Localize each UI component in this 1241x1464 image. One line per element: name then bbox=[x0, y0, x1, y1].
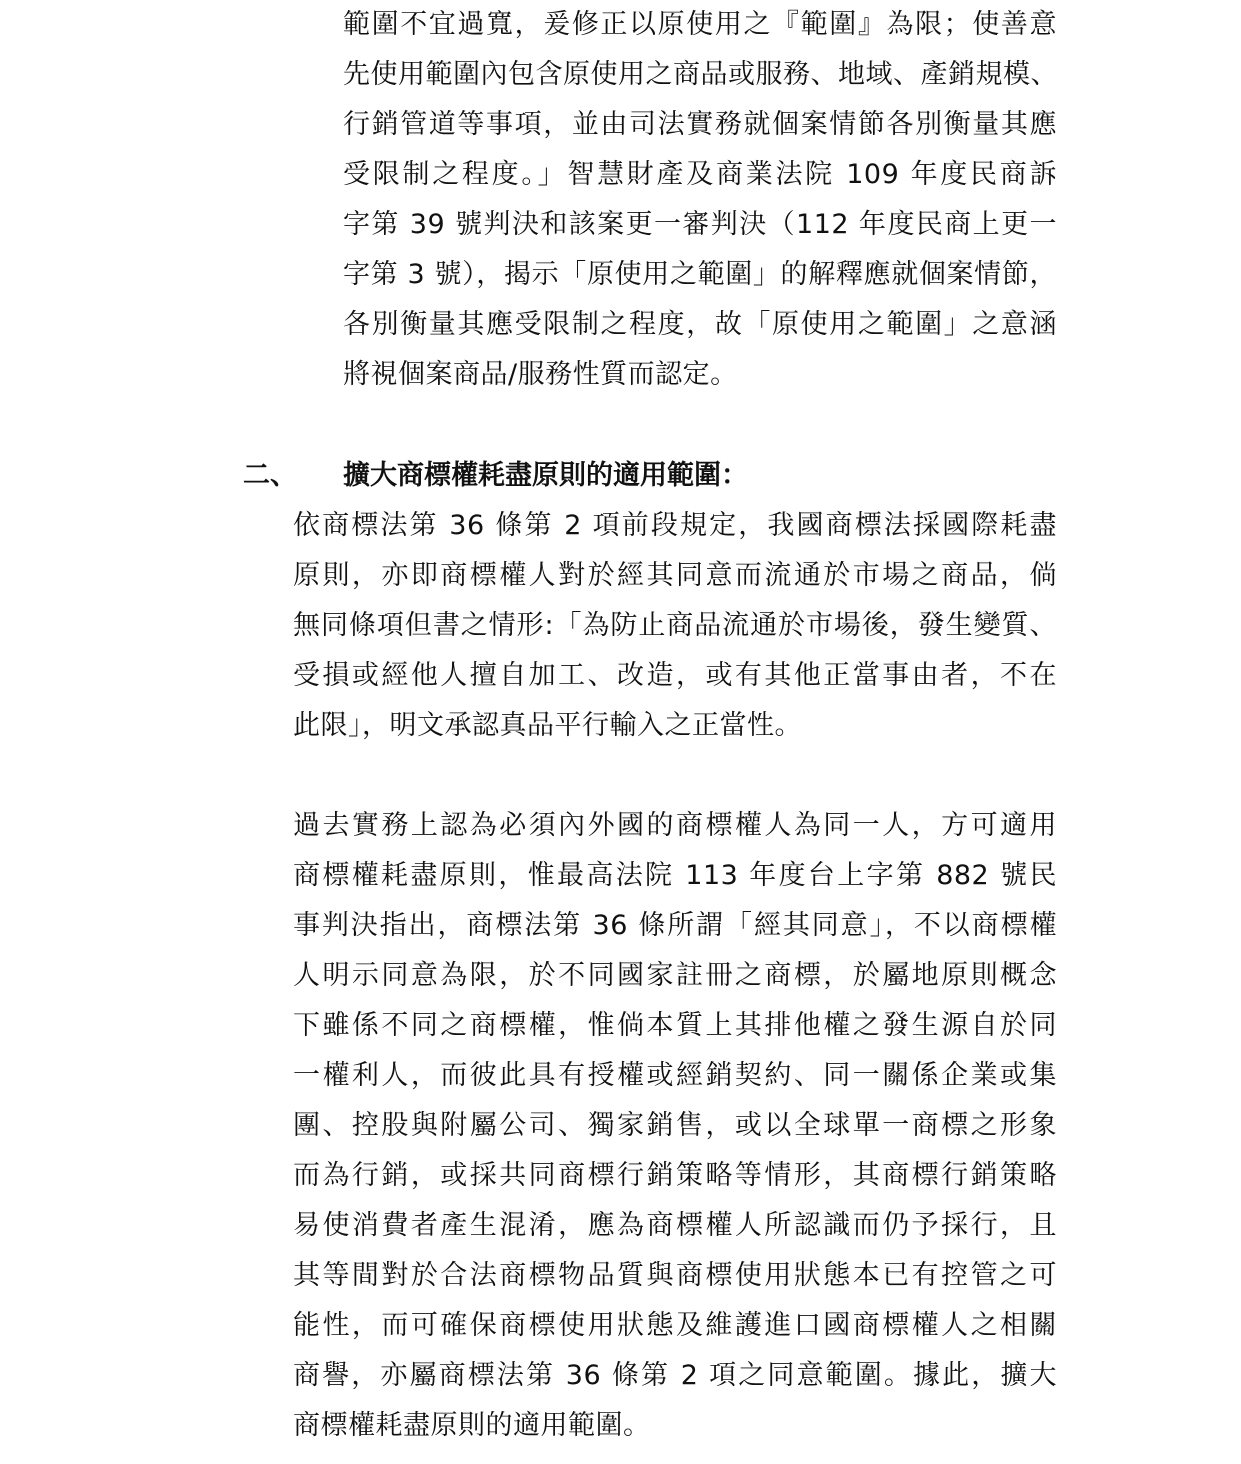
paragraph-line: 字第 39 號判決和該案更一審判決（112 年度民商上更一 bbox=[343, 209, 1057, 240]
paragraph-line: 原則，亦即商標權人對於經其同意而流通於市場之商品，倘 bbox=[293, 560, 1057, 591]
paragraph-line: 商譽，亦屬商標法第 36 條第 2 項之同意範圍。據此，擴大 bbox=[293, 1360, 1057, 1391]
section-title: 擴大商標權耗盡原則的適用範圍： bbox=[343, 460, 748, 491]
paragraph-line: 其等間對於合法商標物品質與商標使用狀態本已有控管之可 bbox=[293, 1260, 1057, 1291]
paragraph-line: 各別衡量其應受限制之程度，故「原使用之範圍」之意涵 bbox=[343, 309, 1057, 340]
paragraph-line: 商標權耗盡原則的適用範圍。 bbox=[293, 1410, 651, 1441]
paragraph-line: 一權利人，而彼此具有授權或經銷契約、同一關係企業或集 bbox=[293, 1060, 1057, 1091]
paragraph-line: 無同條項但書之情形:「為防止商品流通於市場後，發生變質、 bbox=[293, 610, 1057, 641]
paragraph-line: 受損或經他人擅自加工、改造，或有其他正當事由者，不在 bbox=[293, 660, 1057, 691]
paragraph-line: 字第 3 號），揭示「原使用之範圍」的解釋應就個案情節， bbox=[343, 259, 1057, 290]
paragraph-line: 行銷管道等事項，並由司法實務就個案情節各別衡量其應 bbox=[343, 109, 1057, 140]
paragraph-line: 能性，而可確保商標使用狀態及維護進口國商標權人之相關 bbox=[293, 1310, 1057, 1341]
paragraph-line: 團、控股與附屬公司、獨家銷售，或以全球單一商標之形象 bbox=[293, 1110, 1057, 1141]
paragraph-line: 受限制之程度。」智慧財產及商業法院 109 年度民商訴 bbox=[343, 159, 1057, 190]
paragraph-line: 依商標法第 36 條第 2 項前段規定，我國商標法採國際耗盡 bbox=[293, 510, 1057, 541]
paragraph-line: 人明示同意為限，於不同國家註冊之商標，於屬地原則概念 bbox=[293, 960, 1057, 991]
paragraph-line: 易使消費者產生混淆，應為商標權人所認識而仍予採行，且 bbox=[293, 1210, 1057, 1241]
paragraph-line: 下雖係不同之商標權，惟倘本質上其排他權之發生源自於同 bbox=[293, 1010, 1057, 1041]
continued-paragraph bbox=[343, 0, 1057, 400]
paragraph-line: 範圍不宜過寬，爰修正以原使用之『範圍』為限；使善意 bbox=[343, 9, 1057, 40]
paragraph-line: 先使用範圍內包含原使用之商品或服務、地域、產銷規模、 bbox=[343, 59, 1058, 90]
paragraph-line: 事判決指出，商標法第 36 條所謂「經其同意」，不以商標權 bbox=[293, 910, 1057, 941]
paragraph-line: 而為行銷，或採共同商標行銷策略等情形，其商標行銷策略 bbox=[293, 1160, 1057, 1191]
paragraph-line: 將視個案商品/服務性質而認定。 bbox=[343, 359, 738, 390]
paragraph-2 bbox=[293, 801, 1057, 1451]
paragraph-line: 商標權耗盡原則，惟最高法院 113 年度台上字第 882 號民 bbox=[293, 860, 1057, 891]
section-heading bbox=[243, 451, 1057, 501]
paragraph-1 bbox=[293, 501, 1057, 751]
paragraph-line: 此限」，明文承認真品平行輸入之正當性。 bbox=[293, 710, 802, 741]
paragraph-line: 過去實務上認為必須內外國的商標權人為同一人，方可適用 bbox=[293, 810, 1057, 841]
section-number: 二、 bbox=[243, 460, 297, 491]
